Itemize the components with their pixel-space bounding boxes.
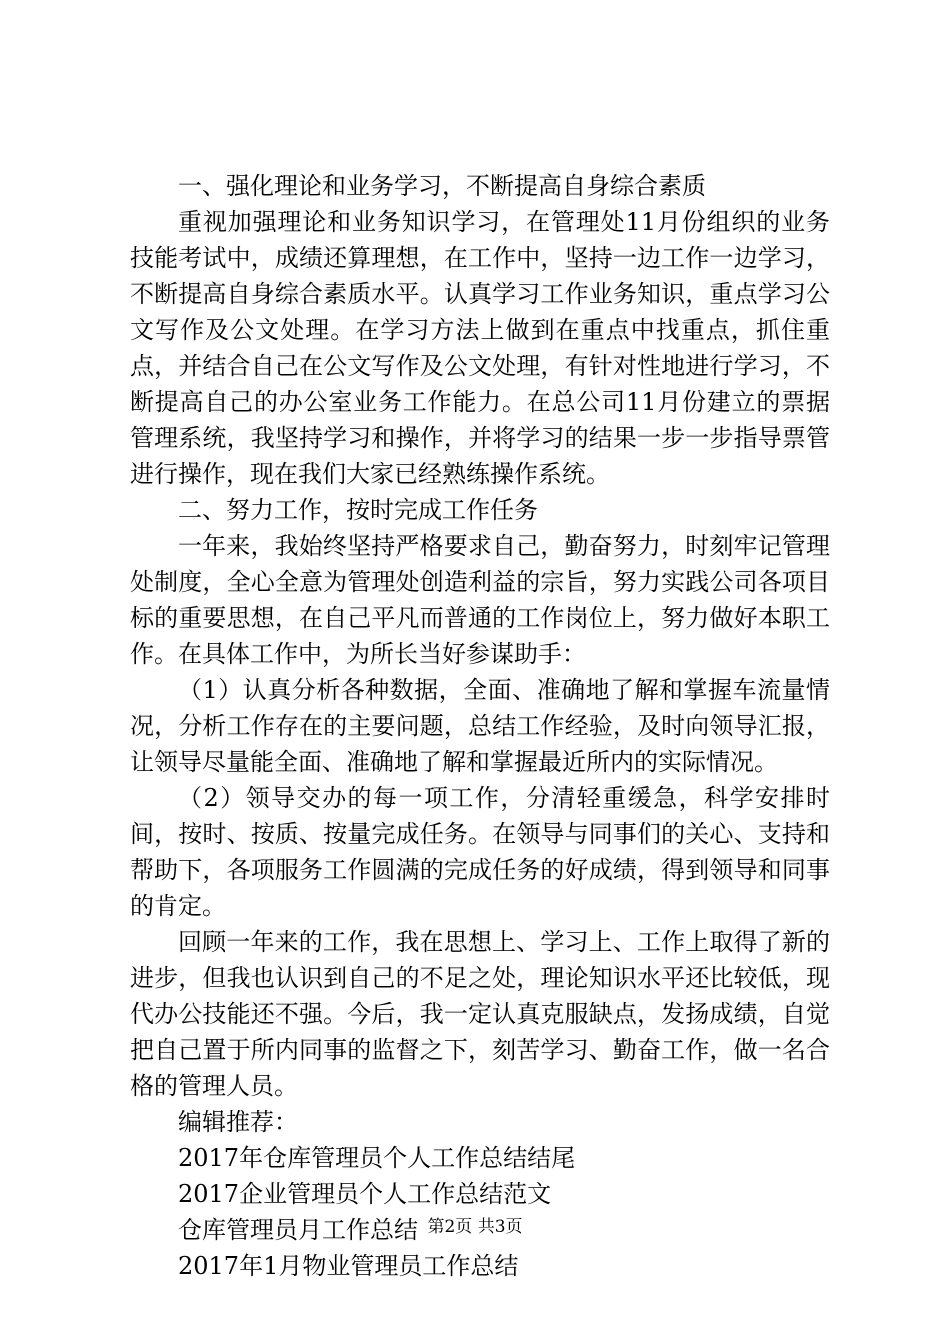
section-2-heading: 二、努力工作，按时完成工作任务 xyxy=(178,496,538,524)
recommend-link[interactable]: 2017企业管理员个人工作总结范文 xyxy=(178,1180,552,1208)
section-1-heading: 一、强化理论和业务学习，不断提高自身综合素质 xyxy=(178,172,706,200)
recommend-link[interactable]: 2017年1月物业管理员工作总结 xyxy=(178,1252,519,1280)
document-body xyxy=(130,168,830,1284)
recommend-label: 编辑推荐： xyxy=(178,1108,298,1136)
recommend-list xyxy=(130,1140,830,1284)
list-item-2: （2）领导交办的每一项工作，分清轻重缓急，科学安排时间，按时、按质、按量完成任务。在领导与同事们的关心、支持和帮助下，各项服务工作圆满的完成任务的好成绩，得到领导和同事的肯定。 xyxy=(130,784,830,920)
recommend-link[interactable]: 仓库管理员月工作总结 xyxy=(178,1216,418,1244)
section-2-paragraph: 一年来，我始终坚持严格要求自己，勤奋努力，时刻牢记管理处制度，全心全意为管理处创造利益的宗旨，努力实践公司各项目标的重要思想，在自己平凡而普通的工作岗位上，努力做好本职工作。在具体工作中，为所长当好参谋助手： xyxy=(130,532,830,668)
page-footer: 第2页 共3页 xyxy=(427,1217,523,1237)
section-1-paragraph: 重视加强理论和业务知识学习，在管理处11月份组织的业务技能考试中，成绩还算理想，在工作中，坚持一边工作一边学习，不断提高自身综合素质水平。认真学习工作业务知识，重点学习公文写作及公文处理。在学习方法上做到在重点中找重点，抓住重点，并结合自己在公文写作及公文处理，有针对性地进行学习，不断提高自己的办公室业务工作能力。在总公司11月份建立的票据管理系统，我坚持学习和操作，并将学习的结果一步一步指导票管进行操作，现在我们大家已经熟练操作系统。 xyxy=(130,208,830,488)
review-paragraph: 回顾一年来的工作，我在思想上、学习上、工作上取得了新的进步，但我也认识到自己的不足之处，理论知识水平还比较低，现代办公技能还不强。今后，我一定认真克服缺点，发扬成绩，自觉把自己置于所内同事的监督之下，刻苦学习、勤奋工作，做一名合格的管理人员。 xyxy=(130,928,830,1100)
recommend-link[interactable]: 2017年仓库管理员个人工作总结结尾 xyxy=(178,1144,576,1172)
list-item-1: （1）认真分析各种数据，全面、准确地了解和掌握车流量情况，分析工作存在的主要问题，总结工作经验，及时向领导汇报，让领导尽量能全面、准确地了解和掌握最近所内的实际情况。 xyxy=(130,676,830,776)
